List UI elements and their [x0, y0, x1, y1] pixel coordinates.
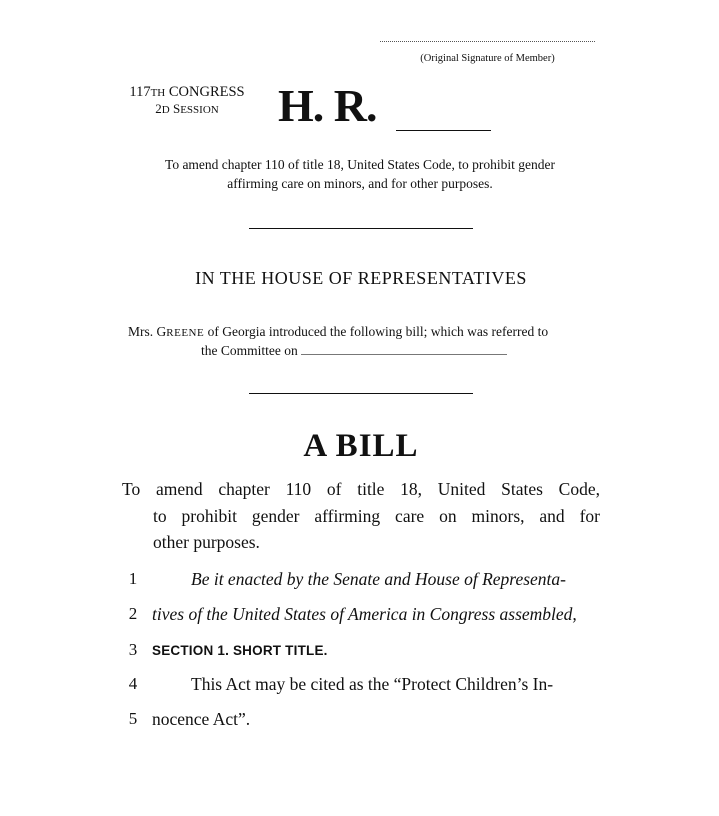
house-heading: IN THE HOUSE OF REPRESENTATIVES [195, 268, 527, 288]
session-word-initial: S [169, 101, 181, 116]
member-initial: G [156, 324, 167, 339]
line-number-5: 5 [128, 709, 138, 728]
committee-blank [301, 342, 507, 355]
introduction [128, 323, 598, 360]
line-number-1: 1 [128, 569, 138, 588]
divider-bottom [249, 393, 473, 394]
short-title [120, 155, 600, 193]
section-text-line-1: This Act may be cited as the “Protect Children’s In- [191, 674, 554, 694]
intro-text: of Georgia introduced the following bill; which was referred to [204, 324, 549, 339]
congress-suffix: TH [150, 87, 166, 99]
long-title-line-2: to prohibit gender affirming care on minors, and for [153, 505, 600, 526]
line-number-3: 3 [128, 640, 138, 659]
section-heading: SECTION 1. SHORT TITLE. [152, 643, 328, 658]
bill-heading: A BILL [303, 428, 419, 464]
committee-prefix: the Committee on [201, 343, 302, 358]
divider-top [249, 228, 473, 229]
short-title-line-2: affirming care on minors, and for other purposes. [227, 176, 493, 191]
section-text-line-2: nocence Act”. [152, 709, 251, 729]
congress-label [112, 84, 262, 101]
member-rest: REENE [166, 327, 205, 339]
line-number-4: 4 [128, 674, 138, 693]
short-title-line-1: To amend chapter 110 of title 18, United States Code, to prohibit gender [165, 157, 555, 172]
session-suffix: D [161, 104, 170, 116]
long-title [122, 476, 600, 556]
session-number: 2 [155, 101, 162, 116]
congress-word: CONGRESS [165, 84, 245, 100]
congress-number: 117 [129, 84, 151, 100]
intro-line-2 [128, 342, 598, 360]
long-title-line-3: other purposes. [153, 532, 260, 552]
bill-prefix: H. R. [278, 80, 377, 131]
session-label [112, 101, 262, 118]
long-title-line-1: To amend chapter 110 of title 18, United States Code, [122, 479, 600, 499]
enacting-clause-line-1: Be it enacted by the Senate and House of Representa- [191, 569, 566, 589]
session-word-rest: ESSION [180, 104, 219, 116]
bill-number-blank [396, 130, 491, 131]
enacting-clause-line-2: tives of the United States of America in Congress assembled, [152, 604, 577, 624]
line-number-2: 2 [128, 604, 138, 623]
signature-line [380, 31, 595, 42]
intro-prefix: Mrs. [128, 324, 157, 339]
signature-caption: (Original Signature of Member) [420, 53, 555, 64]
